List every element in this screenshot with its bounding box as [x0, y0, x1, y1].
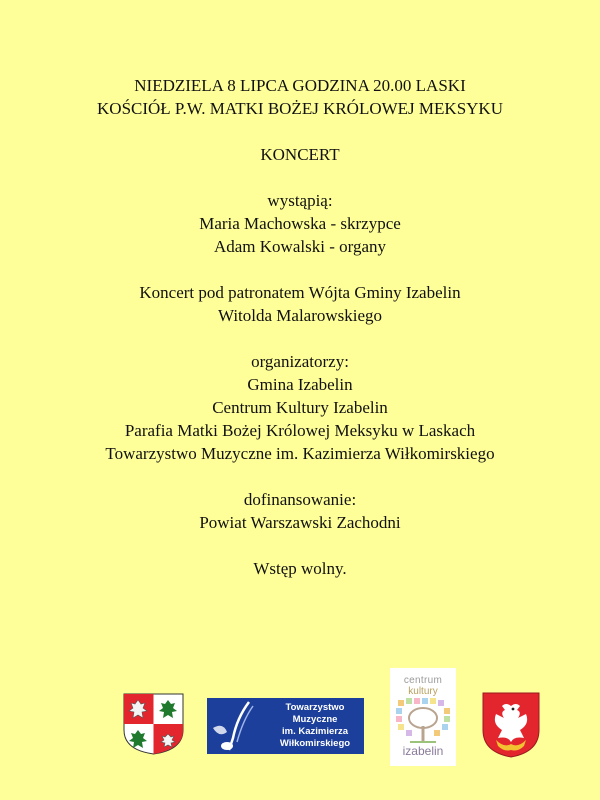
- ck-logo-bottom: izabelin: [402, 744, 444, 758]
- venue-line: KOŚCIÓŁ P.W. MATKI BOŻEJ KRÓLOWEJ MEKSYKU: [97, 99, 503, 118]
- sponsor-logos: [0, 668, 600, 766]
- organizer-item: Gmina Izabelin: [247, 375, 353, 394]
- performer-item: Maria Machowska - skrzypce: [199, 214, 401, 233]
- performer-item: Adam Kowalski - organy: [213, 237, 387, 256]
- ck-logo-top: centrum: [403, 675, 443, 686]
- organizer-item: Parafia Matki Bożej Królowej Meksyku w Laskach: [124, 421, 476, 440]
- ck-logo-mid: kultury: [408, 686, 438, 697]
- poster-text: [0, 74, 600, 580]
- patron-name: Witolda Malarowskiego: [217, 306, 383, 325]
- centrum-kultury-tree-logo-icon: [390, 696, 456, 746]
- tm-logo-text: [269, 702, 361, 750]
- performers-heading: wystąpią:: [267, 191, 333, 210]
- tm-logo-line: Muzyczne: [292, 714, 338, 725]
- tm-logo-line: Wiłkomirskiego: [279, 738, 351, 749]
- funding-item: Powiat Warszawski Zachodni: [199, 513, 401, 532]
- powiat-coat-of-arms-icon: [122, 692, 185, 756]
- tm-violin-logo-icon: [207, 698, 269, 754]
- funding-heading: dofinansowanie:: [243, 490, 357, 509]
- izabelin-eagle-coat-icon: [482, 692, 540, 758]
- organizer-item: Towarzystwo Muzyczne im. Kazimierza Wiłkomirskiego: [105, 444, 495, 463]
- patronage-line: Koncert pod patronatem Wójta Gminy Izabelin: [139, 283, 461, 302]
- tm-logo-line: Towarzystwo: [285, 702, 345, 713]
- tm-logo-line: im. Kazimierza: [282, 726, 348, 737]
- tm-wilkomirski-logo: [207, 698, 364, 754]
- organizer-item: Centrum Kultury Izabelin: [212, 398, 388, 417]
- centrum-kultury-logo: [390, 668, 456, 766]
- concert-title: KONCERT: [260, 145, 340, 164]
- admission-note: Wstęp wolny.: [253, 559, 347, 578]
- organizers-heading: organizatorzy:: [251, 352, 349, 371]
- event-date-line: NIEDZIELA 8 LIPCA GODZINA 20.00 LASKI: [134, 76, 466, 95]
